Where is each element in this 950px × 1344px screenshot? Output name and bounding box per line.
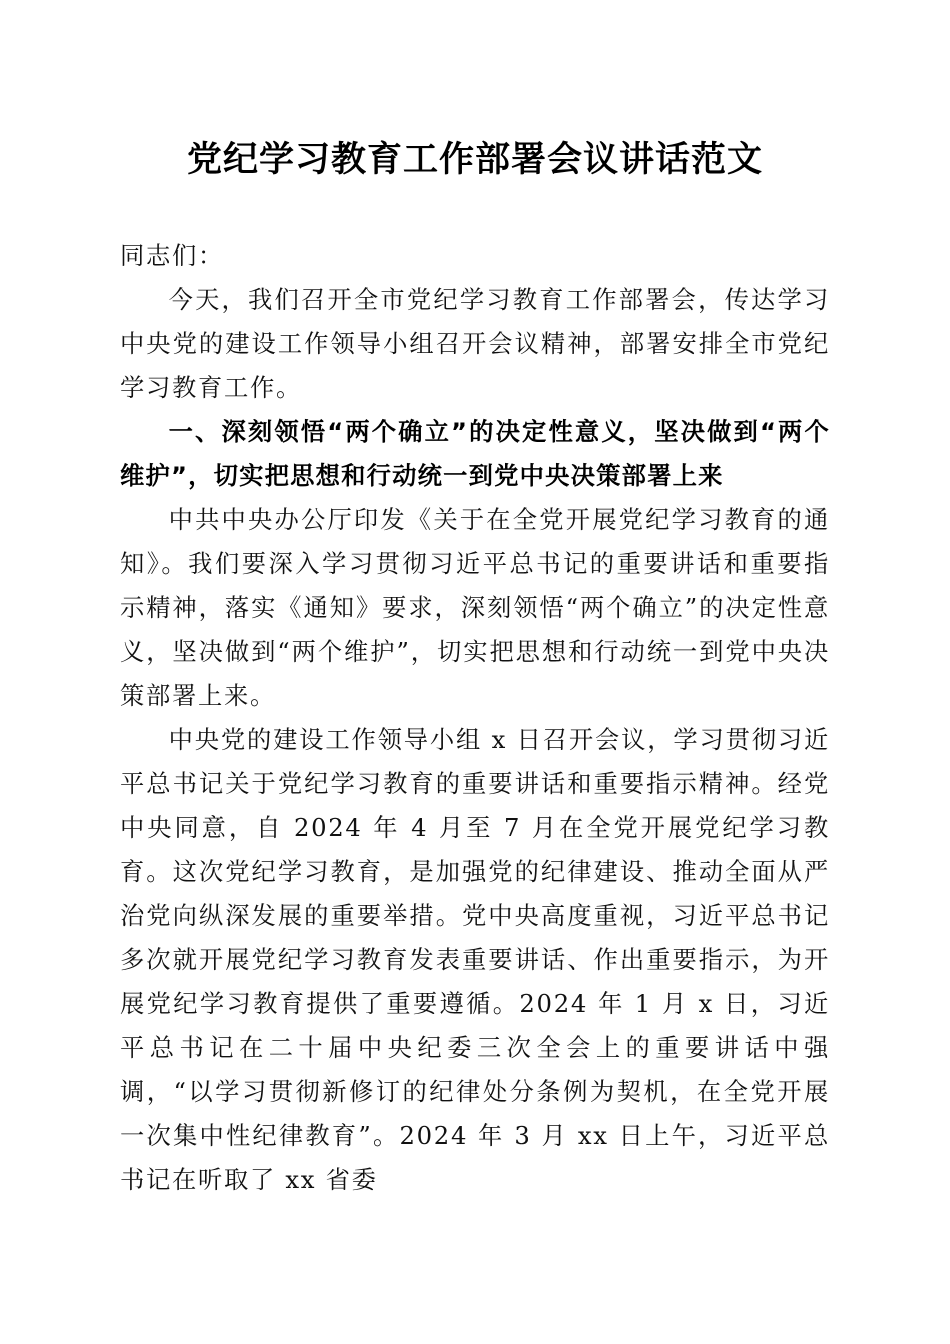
salutation: 同志们： (120, 241, 224, 270)
body-paragraph: 中共中央办公厅印发《关于在全党开展党纪学习教育的通知》。我们要深入学习贯彻习近平总书记的重要讲话和重要指示精神，落实《通知》要求，深刻领悟“两个确立”的决定性意义，坚决做到“两个维护”，切实把思想和行动统一到党中央决策部署上来。 (120, 505, 830, 710)
body-paragraph: 今天，我们召开全市党纪学习教育工作部署会，传达学习中央党的建设工作领导小组召开会议精神，部署安排全市党纪学习教育工作。 (120, 285, 830, 402)
body-paragraph: 中央党的建设工作领导小组 x 日召开会议，学习贯彻习近平总书记关于党纪学习教育的重要讲话和重要指示精神。经党中央同意，自 2024 年 4 月至 7 月在全党开展党纪学习教育。这次党纪学习教育，是加强党的纪律建设、推动全面从严治党向纵深发展的重要举措。党中央高度重视，习近平总书记多次就开展党纪学习教育发表重要讲话、作出重要指示，为开展党纪学习教育提供了重要遵循。2024 年 1 月 x 日，习近平总书记在二十届中央纪委三次全会上的重要讲话中强调，“以学习贯彻新修订的纪律处分条例为契机，在全党开展一次集中性纪律教育”。2024 年 3 月 xx 日上午，习近平总书记在听取了 xx 省委 (120, 725, 830, 1194)
document-body (120, 234, 830, 1202)
document-title: 党纪学习教育工作部署会议讲话范文 (186, 139, 763, 180)
section-heading: 一、深刻领悟“两个确立”的决定性意义，坚决做到“两个维护”，切实把思想和行动统一到党中央决策部署上来 (120, 417, 830, 490)
